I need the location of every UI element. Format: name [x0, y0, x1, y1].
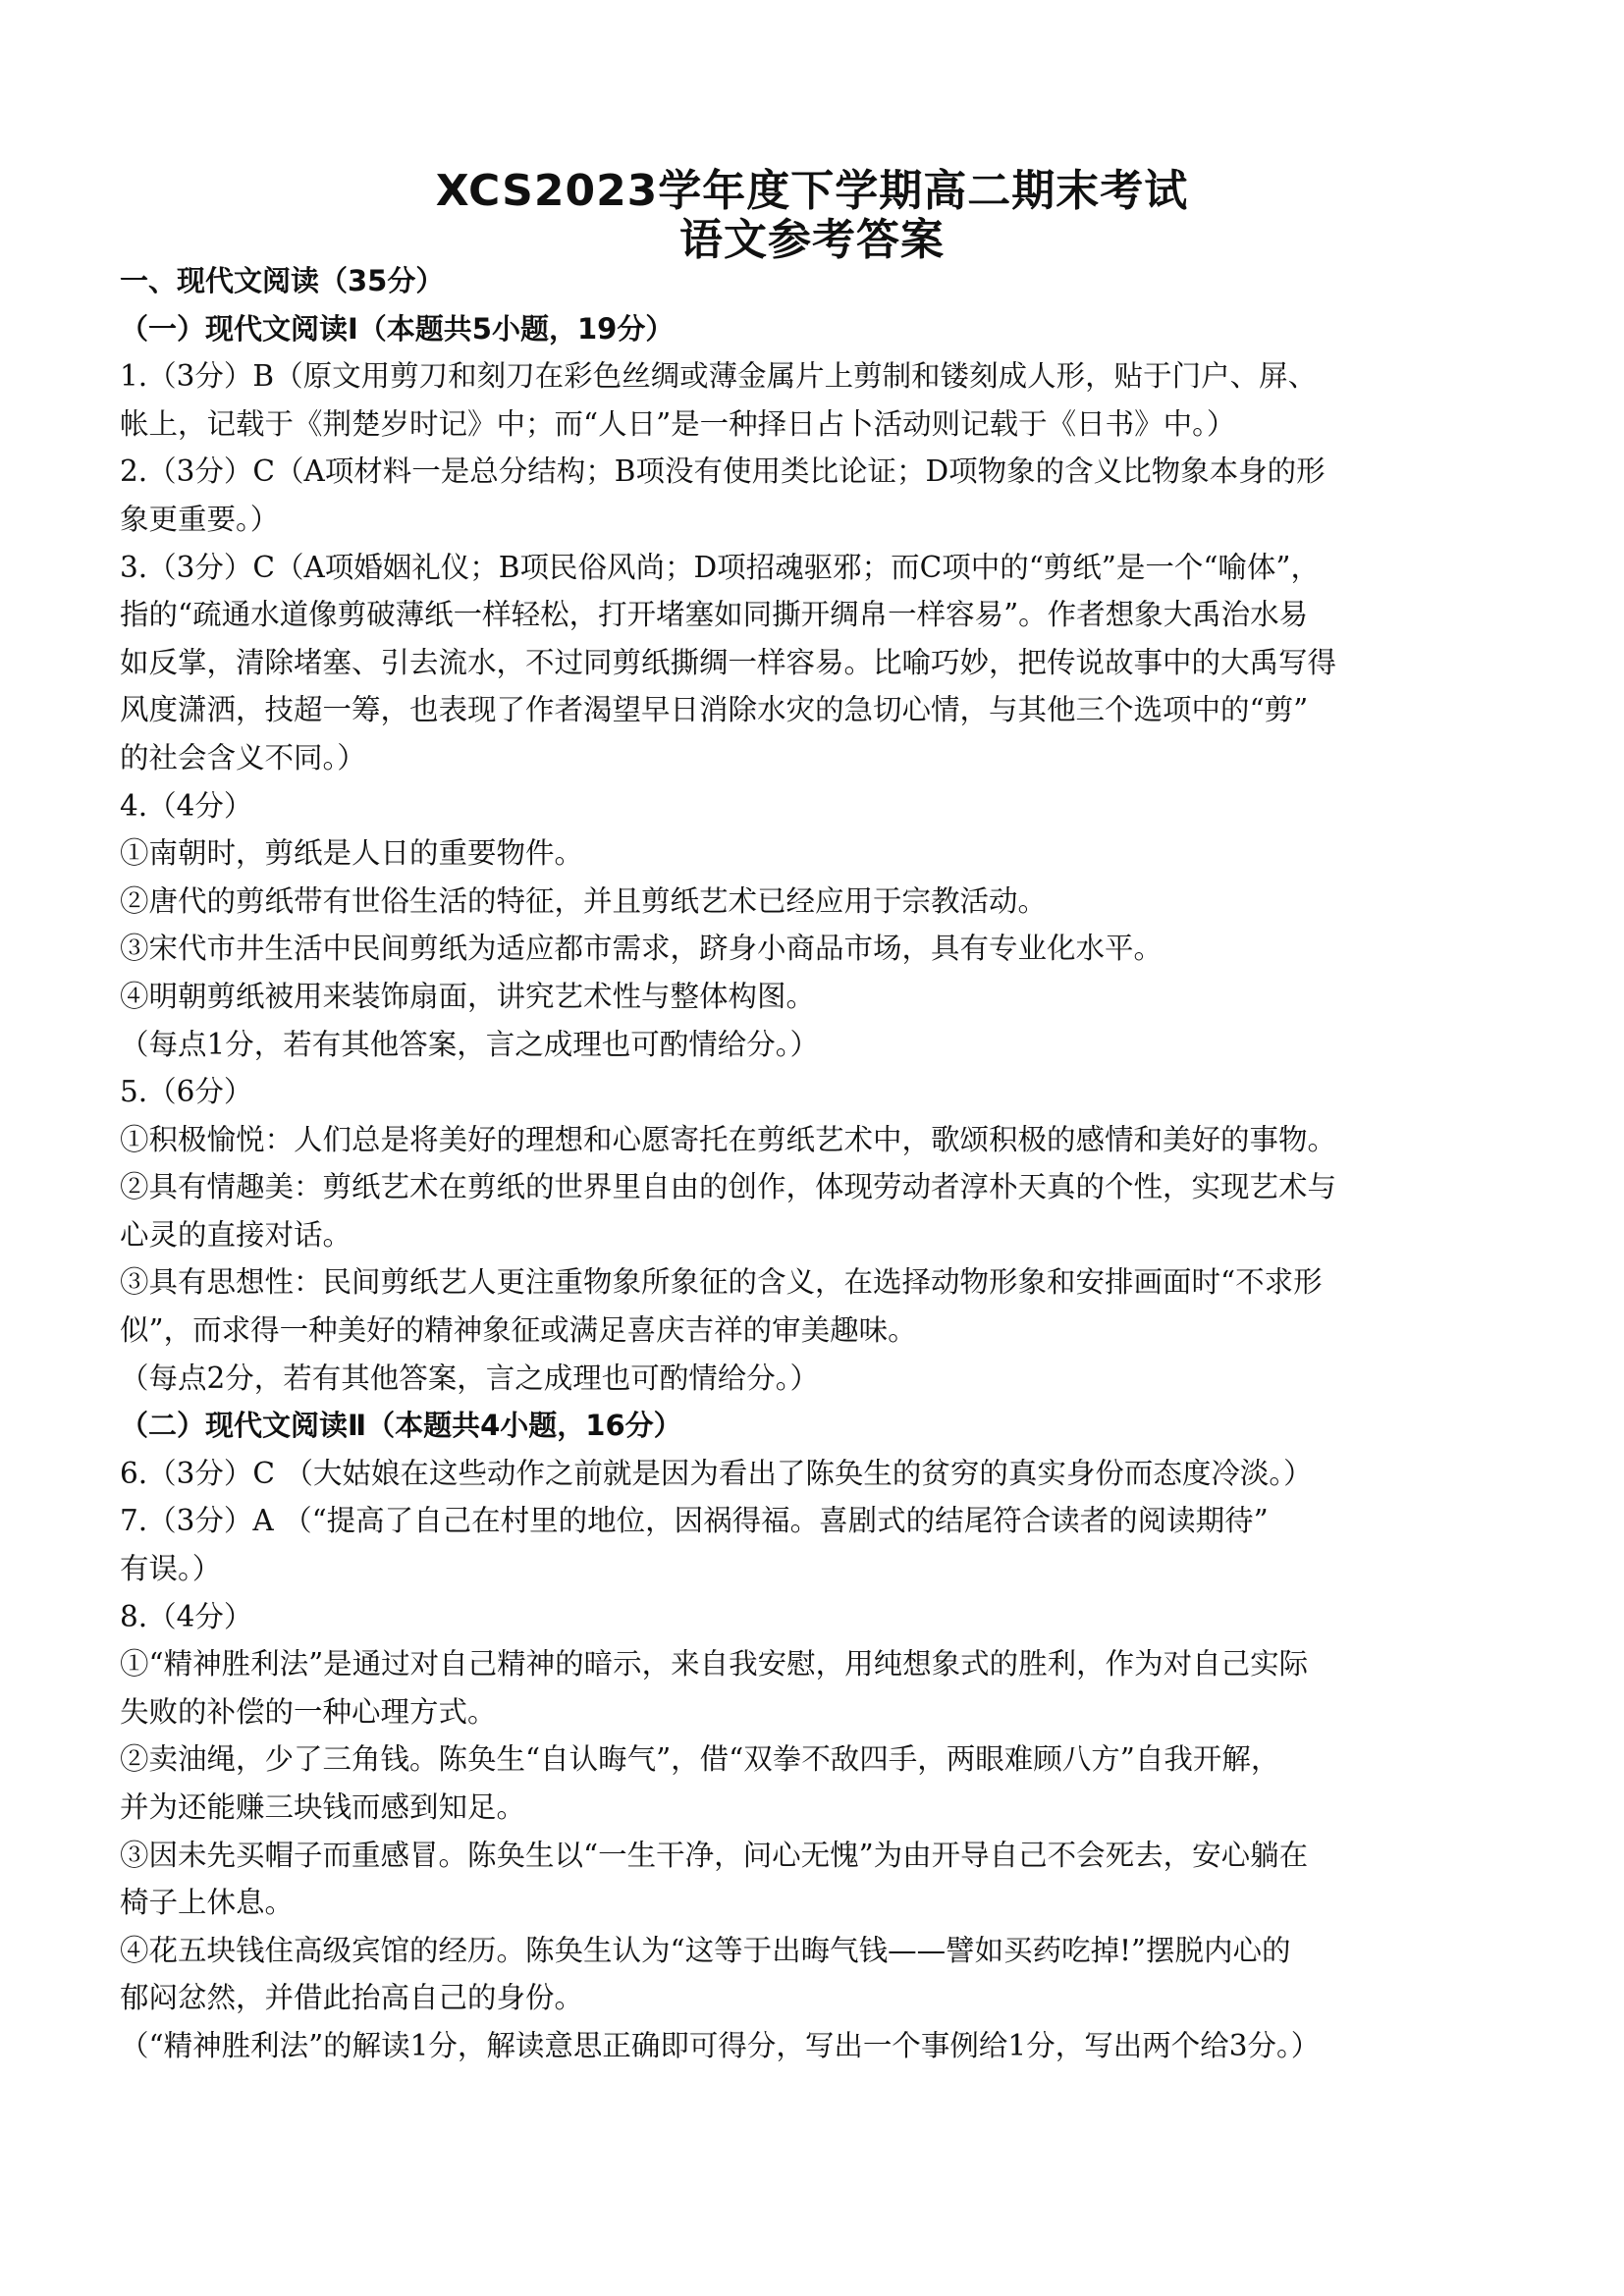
text-line: 象更重要。） — [120, 502, 280, 536]
exam-subtitle: 语文参考答案 — [679, 215, 945, 265]
text-line: 5.（6分） — [120, 1075, 253, 1109]
subsection-heading: （一）现代文阅读Ⅰ（本题共5小题，19分） — [120, 311, 675, 346]
text-line: 失败的补偿的一种心理方式。 — [120, 1694, 497, 1729]
text-line: 郁闷忿然，并借此抬高自己的身份。 — [120, 1981, 584, 2015]
text-line: ③因未先买帽子而重感冒。陈奂生以“一生干净，问心无愧”为由开导自己不会死去，安心躺在 — [120, 1838, 1309, 1872]
text-line: 帐上，记载于《荆楚岁时记》中；而“人日”是一种择日占卜活动则记载于《日书》中。） — [120, 406, 1236, 441]
subsection-heading: （二）现代文阅读Ⅱ（本题共4小题，16分） — [120, 1409, 682, 1443]
text-line: 4.（4分） — [120, 788, 253, 823]
text-line: 6.（3分）C （大姑娘在这些动作之前就是因为看出了陈奂生的贫穷的真实身份而态度冷淡。） — [120, 1456, 1313, 1490]
text-line: ②具有情趣美：剪纸艺术在剪纸的世界里自由的创作，体现劳动者淳朴天真的个性，实现艺术与 — [120, 1170, 1337, 1204]
answer-content — [120, 257, 1504, 2070]
text-line: 1.（3分）B（原文用剪刀和刻刀在彩色丝绸或薄金属片上剪制和镂刻成人形，贴于门户、屏、 — [120, 359, 1318, 394]
text-line: 心灵的直接对话。 — [120, 1217, 352, 1252]
text-line: ④花五块钱住高级宾馆的经历。陈奂生认为“这等于出晦气钱——譬如买药吃掉!”摆脱内心的 — [120, 1933, 1291, 1967]
text-line: 有误。） — [120, 1552, 222, 1586]
text-line: 2.（3分）C（A项材料一是总分结构；B项没有使用类比论证；D项物象的含义比物象本身的形 — [120, 454, 1326, 489]
text-line: ③具有思想性：民间剪纸艺人更注重物象所象征的含义，在选择动物形象和安排画面时“不求形 — [120, 1265, 1323, 1300]
text-line: ①积极愉悦：人们总是将美好的理想和心愿寄托在剪纸艺术中，歌颂积极的感情和美好的事物。 — [120, 1122, 1337, 1156]
text-line: （每点1分，若有其他答案，言之成理也可酌情给分。） — [120, 1027, 820, 1061]
text-line: 8.（4分） — [120, 1599, 253, 1633]
text-line: 风度潇洒，技超一筹，也表现了作者渴望早日消除水灾的急切心情，与其他三个选项中的“剪” — [120, 693, 1309, 727]
text-line: ④明朝剪纸被用来装饰扇面，讲究艺术性与整体构图。 — [120, 979, 816, 1013]
text-line: ①南朝时，剪纸是人日的重要物件。 — [120, 836, 584, 871]
text-line: 3.（3分）C（A项婚姻礼仪；B项民俗风尚；D项招魂驱邪；而C项中的“剪纸”是一个“喻体”， — [120, 550, 1321, 584]
text-line: ②唐代的剪纸带有世俗生活的特征，并且剪纸艺术已经应用于宗教活动。 — [120, 883, 1048, 918]
text-line: 的社会含义不同。） — [120, 740, 366, 774]
text-line: 指的“疏通水道像剪破薄纸一样轻松，打开堵塞如同撕开绸帛一样容易”。作者想象大禹治水易 — [120, 598, 1309, 632]
exam-title: XCS2023学年度下学期高二期末考试 — [435, 166, 1189, 216]
text-line: ②卖油绳，少了三角钱。陈奂生“自认晦气”，借“双拳不敌四手，两眼难顾八方”自我开解， — [120, 1742, 1280, 1777]
text-line: 如反掌，清除堵塞、引去流水，不过同剪纸撕绸一样容易。比喻巧妙，把传说故事中的大禹写得 — [120, 645, 1337, 679]
text-line: 7.（3分）A （“提高了自己在村里的地位，因祸得福。喜剧式的结尾符合读者的阅读期待” — [120, 1504, 1269, 1538]
text-line: ①“精神胜利法”是通过对自己精神的暗示，来自我安慰，用纯想象式的胜利，作为对自己实际 — [120, 1647, 1309, 1682]
text-line: （“精神胜利法”的解读1分，解读意思正确即可得分，写出一个事例给1分，写出两个给3分。） — [120, 2028, 1321, 2062]
text-line: 似”，而求得一种美好的精神象征或满足喜庆吉祥的审美趣味。 — [120, 1313, 917, 1348]
section-heading: 一、现代文阅读（35分） — [120, 264, 445, 297]
text-line: ③宋代市井生活中民间剪纸为适应都市需求，跻身小商品市场，具有专业化水平。 — [120, 932, 1164, 966]
text-line: 椅子上休息。 — [120, 1886, 295, 1920]
text-line: 并为还能赚三块钱而感到知足。 — [120, 1790, 526, 1824]
text-line: （每点2分，若有其他答案，言之成理也可酌情给分。） — [120, 1361, 820, 1395]
